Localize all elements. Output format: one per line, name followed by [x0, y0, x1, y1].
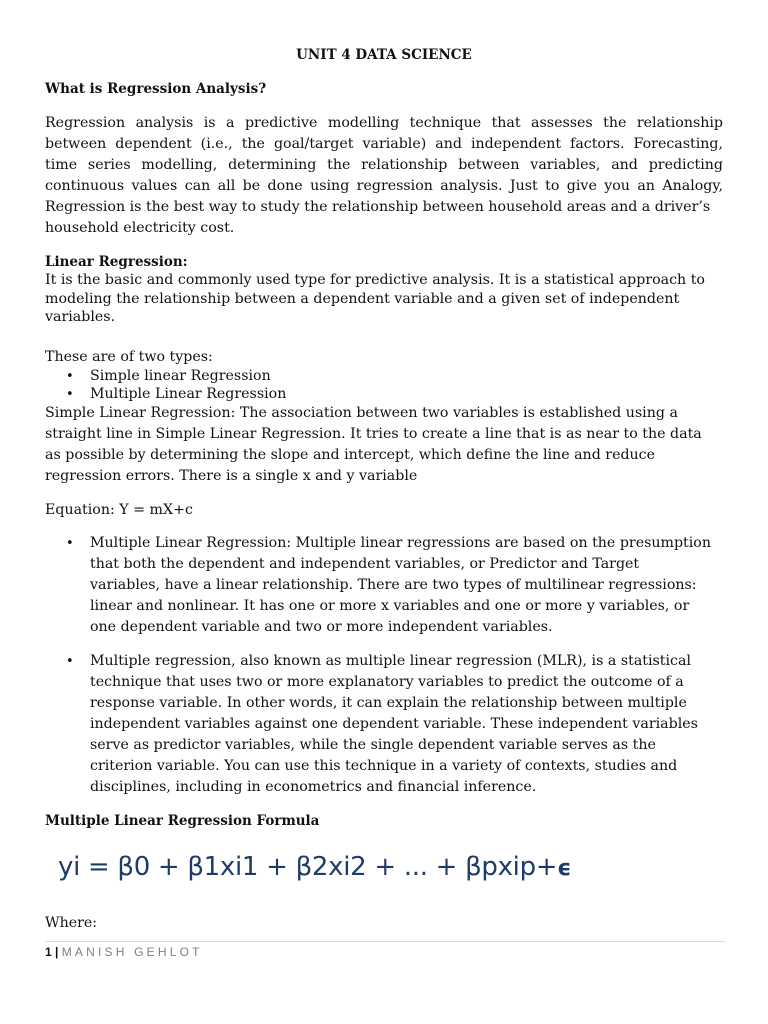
footer-author: MANISH GEHLOT [61, 945, 203, 959]
text-line: continuous values can all be done using regression analysis. Just to give you an Analogy, [45, 178, 723, 194]
formula-text: yi = β0 + β1xi1 + β2xi2 + ... + βpxip+ [58, 852, 558, 882]
text-line: variables, have a linear relationship. There are two types of multilinear regressions: [90, 577, 697, 593]
text-line: independent variables against one dependent variable. These independent variables [90, 716, 698, 732]
text-line: response variable. In other words, it can explain the relationship between multiple [90, 695, 687, 711]
heading-mlr-formula: Multiple Linear Regression Formula [45, 813, 320, 829]
text-line: Regression is the best way to study the relationship between household areas and a driver’s [45, 199, 711, 215]
types-intro [45, 348, 723, 367]
text-line: technique that uses two or more explanatory variables to predict the outcome of a [90, 674, 684, 690]
equation-line [45, 500, 723, 521]
equation-text: Equation: Y = mX+c [45, 502, 193, 518]
page-title: UNIT 4 DATA SCIENCE [296, 47, 472, 63]
heading-regression-analysis: What is Regression Analysis? [45, 81, 267, 97]
text-line: serve as predictor variables, while the single dependent variable serves as the [90, 737, 656, 753]
text-line: Simple Linear Regression: The association between two variables is established using a [45, 405, 678, 421]
text-line: Multiple regression, also known as multiple linear regression (MLR), is a statistical [90, 653, 691, 669]
text-line: These are of two types: [45, 349, 213, 365]
page-number: 1 [45, 945, 52, 959]
text-line: Regression analysis is a predictive modelling technique that assesses the relationship [45, 115, 723, 131]
text-line: that both the dependent and independent variables, or Predictor and Target [90, 556, 640, 572]
heading-linear-regression: Linear Regression: [45, 254, 188, 270]
bullet-multiple-regression-mlr [90, 651, 730, 798]
text-line: between dependent (i.e., the goal/target variable) and independent factors. Forecasting, [45, 136, 723, 152]
bullet-dot: • [66, 536, 74, 551]
text-line: time series modelling, determining the relationship between variables, and predicting [45, 157, 723, 173]
bullet-dot: • [66, 387, 74, 402]
bullet-multiple-linear-regression [90, 533, 730, 638]
bullet-dot: • [66, 654, 74, 669]
list-item-simple-linear: Simple linear Regression [90, 368, 271, 384]
text-line: straight line in Simple Linear Regression. It tries to create a line that is as near to the data [45, 426, 702, 442]
text-line: Multiple Linear Regression: Multiple linear regressions are based on the presumption [90, 535, 711, 551]
list-item-multiple-linear: Multiple Linear Regression [90, 386, 287, 402]
paragraph-regression-analysis [45, 113, 723, 239]
text-line: variables. [45, 309, 116, 325]
formula-epsilon: ϵ [557, 856, 572, 881]
text-line: one dependent variable and two or more independent variables. [90, 619, 553, 635]
where-line [45, 913, 723, 934]
paragraph-simple-linear-regression [45, 403, 723, 487]
text-line: household electricity cost. [45, 220, 235, 236]
mlr-formula [58, 852, 571, 882]
bullet-dot: • [66, 369, 74, 384]
paragraph-linear-regression [45, 271, 723, 327]
text-line: linear and nonlinear. It has one or more x variables and one or more y variables, or [90, 598, 690, 614]
text-line: as possible by determining the slope and intercept, which define the line and reduce [45, 447, 656, 463]
text-line: regression errors. There is a single x and y variable [45, 468, 418, 484]
page-footer [45, 945, 203, 959]
footer-divider [45, 941, 725, 942]
footer-separator: | [55, 945, 59, 959]
text-line: modeling the relationship between a dependent variable and a given set of independent [45, 290, 680, 307]
text-line: criterion variable. You can use this technique in a variety of contexts, studies and [90, 758, 678, 774]
text-line: disciplines, including in econometrics and financial inference. [90, 779, 537, 795]
text-line: It is the basic and commonly used type for predictive analysis. It is a statistical approach to [45, 272, 705, 288]
where-text: Where: [45, 915, 98, 931]
